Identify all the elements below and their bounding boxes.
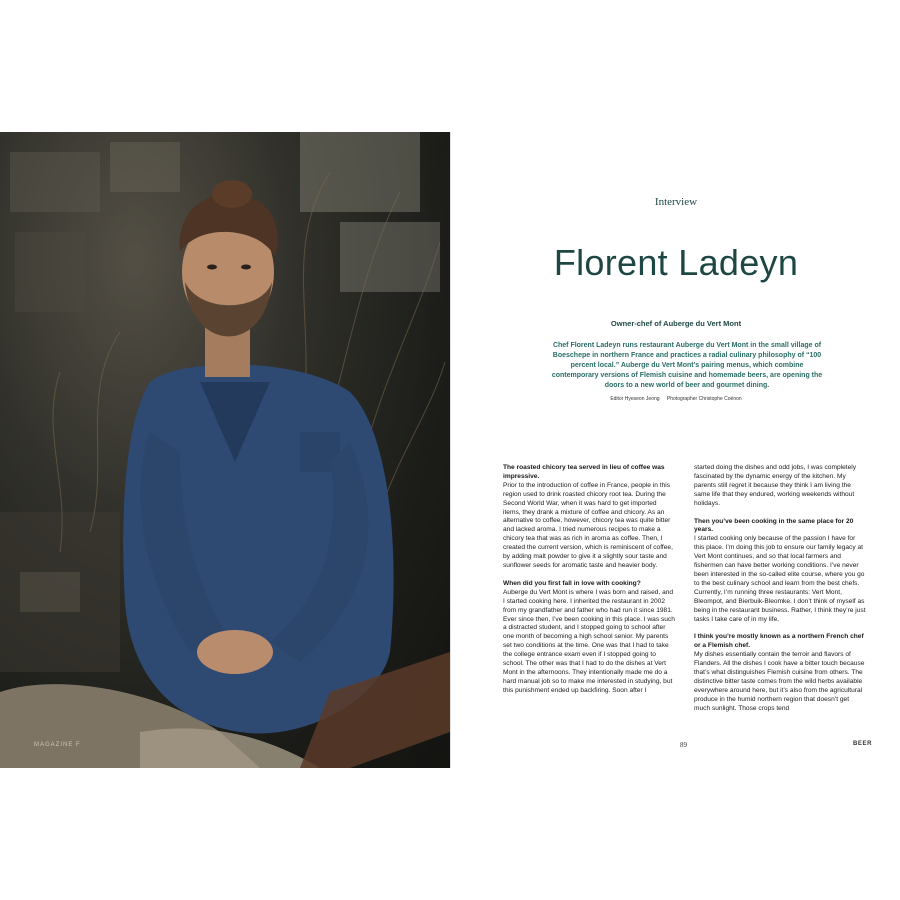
folio-label: MAGAZINE F [34,742,81,748]
answer: I started cooking only because of the passion I have for this place. I’m doing this job to ensure our family legacy at Vert Mont continues, and so that local farmers and fishermen can have better working conditions. I’ve never been interested in the so-called elite course, where you go to the best culinary school and learn from the best chefs. Currently, I’m running three restaurants: Vert Mont, Bleompot, and Bierbuik-Bleomke. I don’t think of myself as being in the restaurant business. Rather, I think they’re just tasks I take care of in my life. [694,535,866,623]
magazine-spread [0,132,900,768]
section-kicker: Interview [654,196,698,208]
answer: Auberge du Vert Mont is where I was born and raised, and I started cooking here. I inherited the restaurant in 2002 from my grandfather and father who had run it since 1981. Ever since then, I’ve been cooking in this place. I was such a distracted student, and I stopped going to school after one month of becoming a high school senior. My parents set two conditions at the time. One was that I had to take the college entrance exam even if I stopped going to school. The other was that I had to do the dishes at Vert Mont in the afternoons. They intentionally made me do a hard manual job so to make me interested in studying, but this punishment ended up backfiring. Soon after I [503,588,675,694]
text-column-right [694,464,866,714]
question: I think you’re mostly known as a northern French chef or a Flemish chef. [694,633,864,650]
portrait-photo [0,132,450,768]
text-column-left [503,464,675,696]
question: The roasted chicory tea served in lieu of coffee was impressive. [503,464,665,480]
answer: My dishes essentially contain the terroir and flavors of Flanders. All the dishes I cook have a bitter touch because that’s what distinguishes Flemish cuisine from others. The distinctive bitter taste comes from the wild herbs available everywhere around here, but it’s also from the agricultural produce in the humid northern region that doesn’t get much sunlight. Those crops tend [694,651,865,712]
question: Then you’ve been cooking in the same place for 20 years. [694,517,854,534]
answer: started doing the dishes and odd jobs, I was completely fascinated by the dynamic energy of the kitchen. My parents still regret it because they think I am living the same life that they endured, working weekends without holidays. [694,464,857,507]
question: When did you first fall in love with cooking? [503,579,641,587]
portrait-illustration [0,132,450,768]
editor-credit: Editor Hyeseon Jeong [610,396,660,402]
answer: Prior to the introduction of coffee in France, people in this region used to drink roasted chicory root tea. During the Second World War, when it was hard to get imported items, they drank a mixture of coffee and chicory. As an alternative to coffee, however, chicory tea was quite bitter and lacked aroma. I tried numerous recipes to make a chicory tea that was as rich in aroma as coffee. Then, I created the current version, which is reminiscent of coffee, by adding malt powder to give it a slightly sour taste and sunflower seeds for aromatic taste and heavier body. [503,481,673,569]
article-title: Florent Ladeyn [553,242,799,283]
photographer-credit: Photographer Christophe Coënon [666,396,742,402]
article-credits [451,396,900,402]
article-page [450,132,900,768]
article-subtitle: Owner-chef of Auberge du Vert Mont [610,319,742,328]
page-number: 89 [680,741,687,749]
section-label: BEER [853,741,873,747]
article-lede: Chef Florent Ladeyn runs restaurant Auberge du Vert Mont in the small village of Boeschepe in northern France and practices a radial culinary philosophy of “100 percent local.” Auberge du Vert Mont’s pairing menus, which combine contemporary versions of Flemish cuisine and homemade beers, are opening the doors to a new world of beer and gourmet dining. [551,342,823,389]
